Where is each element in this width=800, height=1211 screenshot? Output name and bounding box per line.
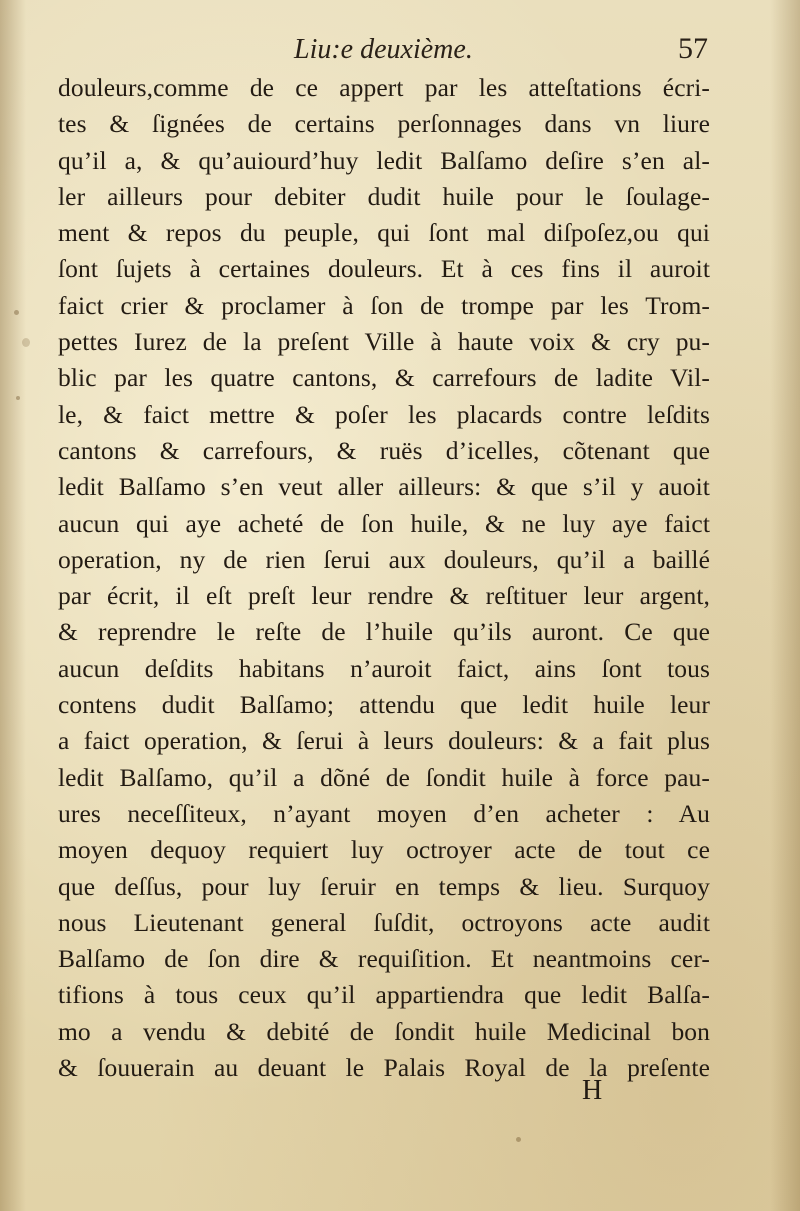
text-line: & ſouuerain au deuant le Palais Royal de la preſente bbox=[58, 1053, 710, 1083]
page-edge-shadow-right bbox=[770, 0, 800, 1211]
ink-spot bbox=[16, 396, 20, 400]
text-line: ledit Balſamo s’en veut aller ailleurs: & que s’il y auoit bbox=[58, 472, 710, 502]
text-line: ſont ſujets à certaines douleurs. Et à ces fins il auroit bbox=[58, 254, 710, 284]
running-title: Liu:e deuxième. bbox=[294, 34, 473, 65]
text-line: le, & faict mettre & poſer les placards contre leſdits bbox=[58, 399, 710, 429]
text-line: tifions à tous ceux qu’il appartiendra que ledit Balſa- bbox=[58, 980, 710, 1010]
text-line: blic par les quatre cantons, & carrefours de ladite Vil- bbox=[58, 363, 710, 393]
text-line: ures neceſſiteux, n’ayant moyen d’en acheter : Au bbox=[58, 798, 710, 828]
ink-spot bbox=[14, 310, 19, 315]
text-line: douleurs,comme de ce appert par les atteſtations écri- bbox=[58, 73, 710, 102]
text-line: cantons & carrefours, & ruës d’icelles, cõtenant que bbox=[58, 435, 710, 465]
text-line: faict crier & proclamer à ſon de trompe par les Trom- bbox=[58, 290, 710, 320]
text-line: nous Lieutenant general ſuſdit, octroyons acte audit bbox=[58, 907, 710, 937]
text-line: tes & ſignées de certains perſonnages dans vn liure bbox=[58, 109, 710, 139]
signature-mark: H bbox=[582, 1075, 603, 1106]
text-line: ler ailleurs pour debiter dudit huile pour le ſoulage- bbox=[58, 181, 710, 211]
text-line: moyen dequoy requiert luy octroyer acte de tout ce bbox=[58, 835, 710, 865]
text-line: aucun deſdits habitans n’auroit faict, ains ſont tous bbox=[58, 653, 710, 683]
page-header bbox=[56, 30, 712, 70]
text-line: a faict operation, & ſerui à leurs douleurs: & a fait plus bbox=[58, 726, 710, 756]
text-line: qu’il a, & qu’auiourd’huy ledit Balſamo deſire s’en al- bbox=[58, 145, 710, 175]
page-number: 57 bbox=[678, 32, 708, 65]
text-line: ledit Balſamo, qu’il a dõné de ſondit huile à force pau- bbox=[58, 762, 710, 792]
text-line: mo a vendu & debité de ſondit huile Medicinal bon bbox=[58, 1016, 710, 1046]
ink-spot bbox=[516, 1137, 521, 1142]
ink-spot bbox=[22, 338, 30, 347]
text-line: contens dudit Balſamo; attendu que ledit huile leur bbox=[58, 690, 710, 720]
text-line: Balſamo de ſon dire & requiſition. Et neantmoins cer- bbox=[58, 944, 710, 974]
text-line: que deſſus, pour luy ſeruir en temps & lieu. Surquoy bbox=[58, 871, 710, 901]
text-line: ment & repos du peuple, qui ſont mal diſpoſez,ou qui bbox=[58, 218, 710, 248]
text-line: par écrit, il eſt preſt leur rendre & reſtituer leur argent, bbox=[58, 581, 710, 611]
text-line: aucun qui aye acheté de ſon huile, & ne luy aye faict bbox=[58, 508, 710, 538]
text-line: & reprendre le reſte de l’huile qu’ils auront. Ce que bbox=[58, 617, 710, 647]
text-line: operation, ny de rien ſerui aux douleurs, qu’il a baillé bbox=[58, 544, 710, 574]
text-line: pettes Iurez de la preſent Ville à haute voix & cry pu- bbox=[58, 327, 710, 357]
page-edge-shadow-left bbox=[0, 0, 26, 1211]
body-text bbox=[58, 70, 710, 1086]
